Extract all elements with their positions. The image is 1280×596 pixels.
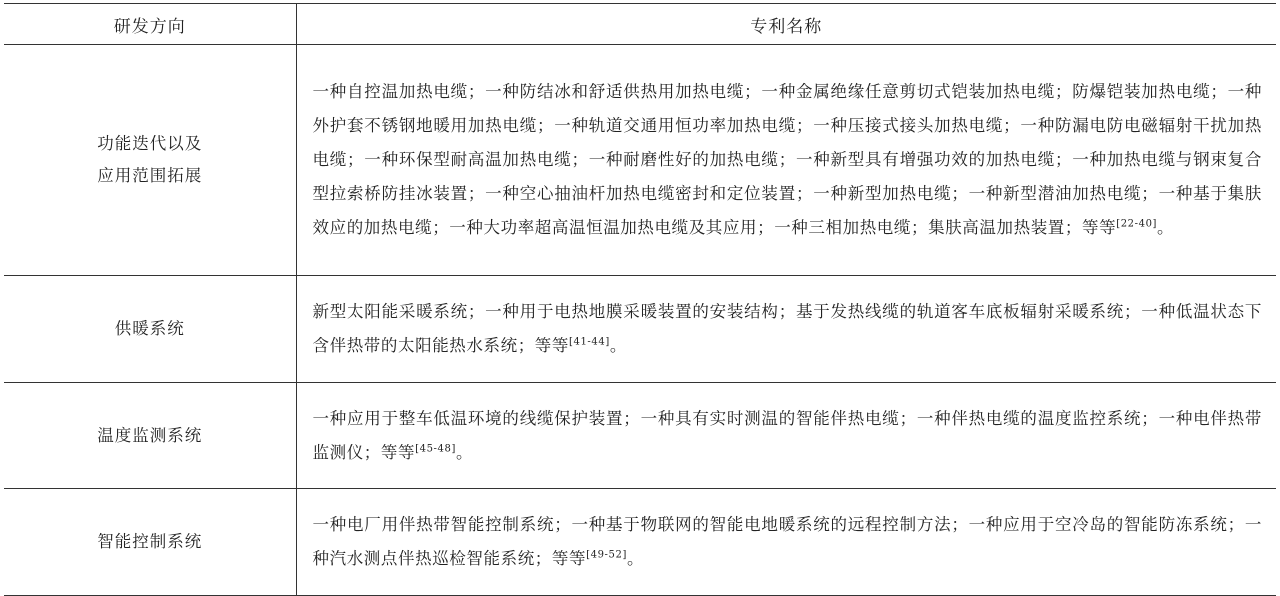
- table-row: [4, 276, 1276, 383]
- sentence-end: 。: [1157, 218, 1175, 237]
- patents-text: 新型太阳能采暖系统；一种用于电热地膜采暖装置的安装结构；基于发热线缆的轨道客车底板辐射采暖系统；一种低温状态下含伴热带的太阳能热水系统；等等: [312, 302, 1262, 355]
- patents-text: 一种应用于整车低温环境的线缆保护装置；一种具有实时测温的智能伴热电缆；一种伴热电缆的温度监控系统；一种电伴热带监测仪；等等: [312, 408, 1262, 462]
- patents-cell: [296, 383, 1276, 489]
- patents-cell: [296, 489, 1276, 596]
- sentence-end: 。: [626, 549, 645, 568]
- direction-cell: [4, 383, 296, 489]
- direction-line-1: 功能迭代以及: [97, 134, 203, 153]
- direction-line-2: 应用范围拓展: [97, 166, 203, 185]
- direction-cell: [4, 489, 296, 596]
- sentence-end: 。: [455, 442, 474, 462]
- direction-cell: [4, 276, 296, 383]
- table-row: [4, 45, 1276, 276]
- direction-line-1: 智能控制系统: [97, 532, 203, 551]
- reference-marker: [45-48]: [415, 443, 456, 454]
- reference-marker: [49-52]: [586, 549, 627, 561]
- direction-line-1: 温度监测系统: [97, 425, 203, 445]
- table-row: [4, 489, 1276, 596]
- reference-marker: [41-44]: [569, 336, 610, 348]
- patents-text: 一种电厂用伴热带智能控制系统；一种基于物联网的智能电地暖系统的远程控制方法；一种应用于空冷岛的智能防冻系统；一种汽水测点伴热巡检智能系统；等等: [312, 515, 1262, 568]
- direction-cell: [4, 45, 296, 276]
- patents-cell: [296, 276, 1276, 383]
- patent-table: [4, 3, 1276, 596]
- patents-text: 一种自控温加热电缆；一种防结冰和舒适供热用加热电缆；一种金属绝缘任意剪切式铠装加热电缆；防爆铠装加热电缆；一种外护套不锈钢地暖用加热电缆；一种轨道交通用恒功率加热电缆；一种压接式接头加热电缆；一种防漏电防电磁辐射干扰加热电缆；一种环保型耐高温加热电缆；一种耐磨性好的加热电缆；一种新型具有增强功效的加热电缆；一种加热电缆与钢束复合型拉索桥防挂冰装置；一种空心抽油杆加热电缆密封和定位装置；一种新型加热电缆；一种新型潜油加热电缆；一种基于集肤效应的加热电缆；一种大功率超高温恒温加热电缆及其应用；一种三相加热电缆；集肤高温加热装置；等等: [312, 82, 1262, 237]
- table-row: [4, 383, 1276, 489]
- reference-marker: [22-40]: [1116, 218, 1158, 230]
- patents-cell: [296, 45, 1276, 276]
- table-header-row: [4, 4, 1276, 45]
- sentence-end: 。: [609, 336, 627, 355]
- header-patent-names: 专利名称: [296, 4, 1276, 45]
- header-direction: 研发方向: [4, 4, 296, 45]
- direction-line-1: 供暖系统: [114, 319, 185, 338]
- patent-table-container: [0, 3, 1280, 594]
